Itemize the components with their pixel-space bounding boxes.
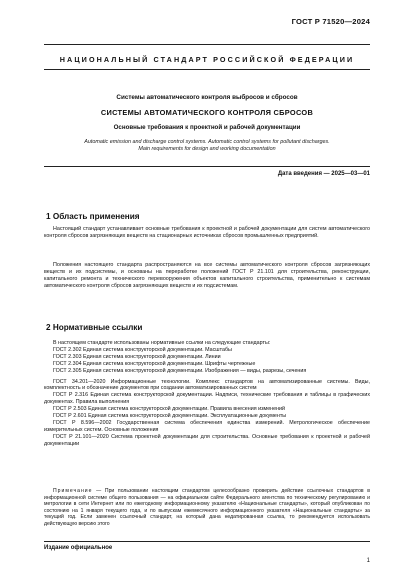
document-code: ГОСТ Р 71520—2024 [291, 17, 370, 26]
references-intro: В настоящем стандарте использованы нормативные ссылки на следующие стандарты: [53, 340, 271, 346]
reference-item: ГОСТ 34.201—2020 Информационные технологии. Комплекс стандартов на автоматизированные системы. Виды, комплектность и обозначение документов при создании автоматизированных систем [44, 378, 370, 392]
reference-item: ГОСТ 2.303 Единая система конструкторской документации. Линии [53, 353, 221, 360]
reference-item: ГОСТ Р 2.503 Единая система конструкторской документации. Правила внесения изменений [53, 406, 286, 413]
note-text: — При пользовании настоящим стандартом целесообразно проверить действие ссылочных стандартов в информационной системе общего пользования — на официальном сайте Федерального агентства по техническому регулированию и метрологии в сети Интернет или по ежегодному информационному указателю «Национальные стандарты», который опубликован по состоянию на 1 января текущего года, и по выпускам ежемесячного информационного указателя «Национальные стандарты» за текущий год. Если заменен ссылочный стандарт, на который дана недатированная ссылка, то рекомендуется использовать действующую версию этого [44, 488, 370, 527]
reference-item: ГОСТ Р 2.316 Единая система конструкторской документации. Надписи, технические требования и таблицы в графических документах. Правила выполнения [44, 392, 370, 406]
header-rule-top [44, 44, 370, 45]
reference-item: ГОСТ 2.305 Единая система конструкторской документации. Изображения — виды, разрезы, сечения [53, 367, 307, 374]
section-1-title: 1 Область применения [46, 212, 140, 221]
reference-item: ГОСТ Р 2.601 Единая система конструкторской документации. Эксплуатационные документы [53, 413, 287, 420]
main-title: СИСТЕМЫ АВТОМАТИЧЕСКОГО КОНТРОЛЯ СБРОСОВ [100, 108, 314, 117]
reference-item: ГОСТ 2.304 Единая система конструкторской документации. Шрифты чертежные [53, 360, 256, 367]
footer-rule [44, 541, 370, 542]
section-2-title: 2 Нормативные ссылки [46, 323, 143, 332]
section-1-paragraph-1: Настоящий стандарт устанавливает основные требования к проектной и рабочей документации для систем автоматического контроля сбросов загрязняющих веществ на стационарных источниках сбросов промышленных предприятий. [44, 226, 370, 239]
section-1-paragraph-2: Положения настоящего стандарта распространяются на все системы автоматического контроля сбросов загрязняющих веществ и их подсистемы, и основаны на переработке положений ГОСТ Р 21.101 для строительства, реконструкции, капитального ремонта и технического перевооружения объектов капитального строительства, применительно к системам автоматического контроля сбросов загрязняющих веществ и их подсистемам. [44, 262, 370, 289]
reference-item: ГОСТ 2.302 Единая система конструкторской документации. Масштабы [53, 346, 232, 353]
english-title [44, 139, 370, 153]
introduction-date: Дата введения — 2025—03—01 [277, 171, 370, 177]
system-title: Системы автоматического контроля выбросов и сбросов [116, 94, 298, 101]
reference-item: ГОСТ Р 21.101—2020 Система проектной документации для строительства. Основные требования к проектной и рабочей документации [44, 433, 370, 447]
standard-banner: НАЦИОНАЛЬНЫЙ СТАНДАРТ РОССИЙСКОЙ ФЕДЕРАЦИИ [59, 55, 355, 64]
page-number: 1 [366, 558, 370, 564]
references-note [44, 488, 370, 528]
header-rule-bottom [44, 69, 370, 70]
english-title-line2: Main requirements for design and working documentation [138, 146, 276, 152]
official-edition-label: Издание официальное [44, 545, 113, 551]
normative-references [44, 340, 370, 448]
reference-item: ГОСТ Р 8.596—2002 Государственная система обеспечения единства измерений. Метрологическое обеспечение измерительных систем. Основные положения [44, 419, 370, 433]
english-title-line1: Automatic emission and discharge control systems. Automatic control systems for pollutant discharges. [84, 139, 330, 145]
date-rule [44, 166, 370, 167]
sub-title: Основные требования к проектной и рабочей документации [113, 124, 301, 131]
note-label: Примечание [53, 488, 93, 494]
